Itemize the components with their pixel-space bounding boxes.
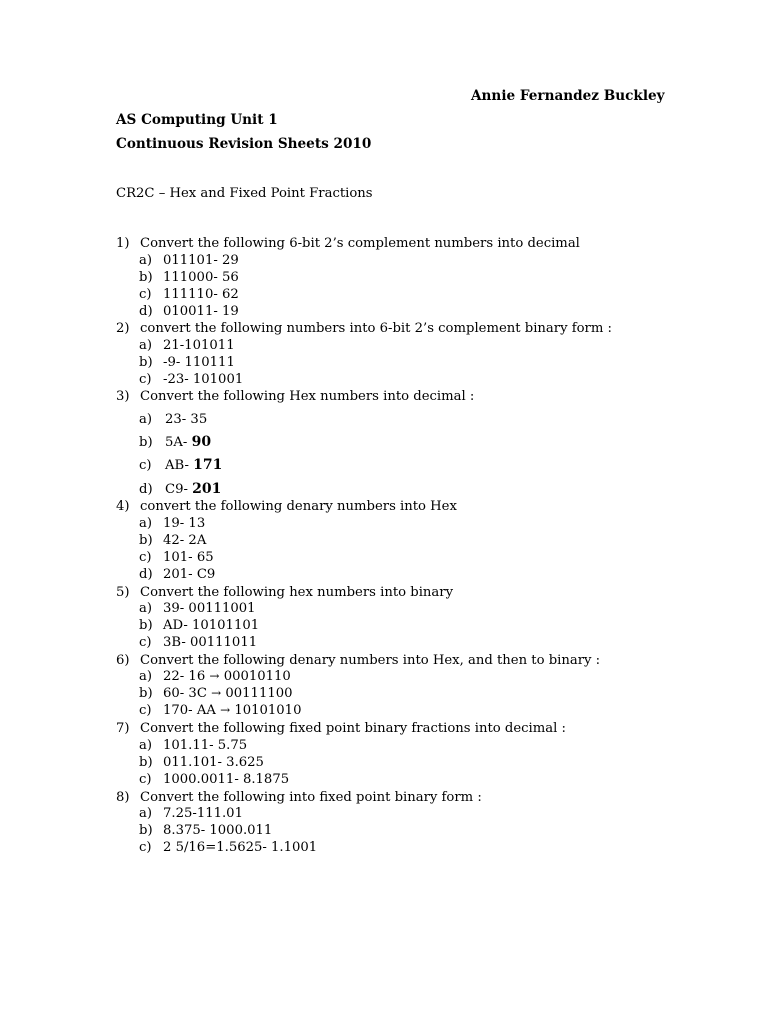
answer-label: c)	[139, 840, 152, 855]
answer-label: b)	[139, 686, 153, 701]
answer-item	[139, 481, 221, 498]
answer-item	[139, 566, 215, 583]
question-text: convert the following numbers into 6-bit 2’s complement binary form :	[140, 321, 612, 336]
question-number: 6)	[116, 653, 130, 668]
answer-text: 111000- 56	[163, 270, 239, 285]
answer-label: b)	[139, 270, 153, 285]
answer-label: a)	[139, 338, 153, 353]
answer-item	[139, 532, 206, 549]
answer-label: d)	[139, 567, 153, 582]
answer-item	[139, 634, 257, 651]
answer-text: 5A-	[165, 435, 188, 450]
answer-binary: 00010110	[223, 669, 291, 684]
question-8	[116, 789, 482, 806]
answer-label: b)	[139, 755, 153, 770]
answer-label: c)	[139, 635, 152, 650]
question-1	[116, 235, 580, 252]
series-title: Continuous Revision Sheets 2010	[116, 136, 372, 152]
answer-label: a)	[139, 516, 153, 531]
answer-item	[139, 702, 301, 719]
answer-label: c)	[139, 287, 152, 302]
answer-text: 011.101- 3.625	[163, 755, 264, 770]
question-text: Convert the following Hex numbers into decimal :	[140, 389, 475, 404]
answer-item	[139, 685, 293, 702]
answer-item	[139, 754, 264, 771]
answer-item	[139, 822, 272, 839]
question-number: 1)	[116, 236, 130, 251]
answer-item	[139, 269, 239, 286]
answer-item	[139, 771, 289, 788]
question-text: Convert the following denary numbers into Hex, and then to binary :	[140, 653, 601, 668]
question-5	[116, 584, 453, 601]
answer-item	[139, 839, 317, 856]
answer-item	[139, 457, 222, 474]
answer-label: a)	[139, 669, 153, 684]
answer-item	[139, 286, 239, 303]
answer-item	[139, 411, 207, 428]
answer-binary: 10101010	[234, 703, 302, 718]
question-number: 5)	[116, 585, 130, 600]
answer-item	[139, 737, 247, 754]
answer-text: 010011- 19	[163, 304, 239, 319]
answer-text: 42- 2A	[163, 533, 207, 548]
answer-item	[139, 617, 259, 634]
answer-label: b)	[139, 435, 153, 450]
question-text: Convert the following into fixed point binary form :	[140, 790, 482, 805]
question-number: 3)	[116, 389, 130, 404]
answer-text: 60- 3C	[163, 686, 207, 701]
answer-text: 22- 16	[163, 669, 206, 684]
answer-value-bold: 201	[192, 481, 222, 497]
answer-label: d)	[139, 482, 153, 497]
answer-text: 1000.0011- 8.1875	[163, 772, 290, 787]
question-number: 4)	[116, 499, 130, 514]
question-number: 2)	[116, 321, 130, 336]
course-title: AS Computing Unit 1	[116, 112, 278, 128]
answer-binary: 00111100	[225, 686, 293, 701]
answer-label: a)	[139, 806, 153, 821]
answer-item	[139, 515, 205, 532]
answer-item	[139, 337, 235, 354]
answer-label: a)	[139, 738, 153, 753]
answer-text: 170- AA	[163, 703, 216, 718]
question-3	[116, 388, 474, 405]
arrow-icon: →	[211, 686, 222, 700]
question-text: Convert the following hex numbers into binary	[140, 585, 454, 600]
answer-label: c)	[139, 550, 152, 565]
answer-text: 011101- 29	[163, 253, 239, 268]
answer-value-bold: 90	[191, 434, 212, 450]
question-text: convert the following denary numbers into Hex	[140, 499, 457, 514]
answer-item	[139, 600, 256, 617]
answer-label: a)	[139, 601, 153, 616]
answer-text: -9- 110111	[163, 355, 235, 370]
question-2	[116, 320, 612, 337]
question-4	[116, 498, 457, 515]
answer-text: 101.11- 5.75	[163, 738, 248, 753]
question-number: 8)	[116, 790, 130, 805]
answer-label: a)	[139, 253, 153, 268]
answer-text: 201- C9	[163, 567, 216, 582]
answer-text: 111110- 62	[163, 287, 239, 302]
answer-item	[139, 252, 239, 269]
question-text: Convert the following 6-bit 2’s complement numbers into decimal	[140, 236, 580, 251]
answer-text: 39- 00111001	[163, 601, 256, 616]
answer-label: b)	[139, 533, 153, 548]
answer-item	[139, 303, 239, 320]
author-name: Annie Fernandez Buckley	[471, 88, 665, 104]
answer-value-bold: 171	[193, 457, 223, 473]
answer-text: AD- 10101101	[163, 618, 260, 633]
answer-text: 21-101011	[163, 338, 235, 353]
answer-item	[139, 354, 235, 371]
arrow-icon: →	[209, 669, 220, 683]
sheet-title: CR2C – Hex and Fixed Point Fractions	[116, 186, 373, 201]
answer-label: c)	[139, 372, 152, 387]
answer-text: C9-	[165, 482, 188, 497]
answer-item	[139, 434, 211, 451]
answer-item	[139, 371, 243, 388]
answer-item	[139, 668, 291, 685]
arrow-icon: →	[220, 703, 231, 717]
answer-text: AB-	[165, 458, 189, 473]
answer-text: 101- 65	[163, 550, 214, 565]
question-text: Convert the following fixed point binary fractions into decimal :	[140, 721, 566, 736]
answer-label: a)	[139, 412, 153, 427]
answer-label: d)	[139, 304, 153, 319]
answer-text: 19- 13	[163, 516, 206, 531]
answer-item	[139, 805, 243, 822]
answer-label: c)	[139, 458, 152, 473]
answer-text: 8.375- 1000.011	[163, 823, 273, 838]
answer-label: b)	[139, 355, 153, 370]
answer-label: c)	[139, 703, 152, 718]
answer-label: b)	[139, 618, 153, 633]
answer-label: b)	[139, 823, 153, 838]
answer-text: 3B- 00111011	[163, 635, 258, 650]
question-6	[116, 652, 600, 669]
answer-text: -23- 101001	[163, 372, 244, 387]
answer-text: 7.25-111.01	[163, 806, 243, 821]
answer-text: 2 5/16=1.5625- 1.1001	[163, 840, 318, 855]
answer-label: c)	[139, 772, 152, 787]
question-number: 7)	[116, 721, 130, 736]
answer-item	[139, 549, 214, 566]
answer-text: 23- 35	[165, 412, 208, 427]
question-7	[116, 720, 566, 737]
